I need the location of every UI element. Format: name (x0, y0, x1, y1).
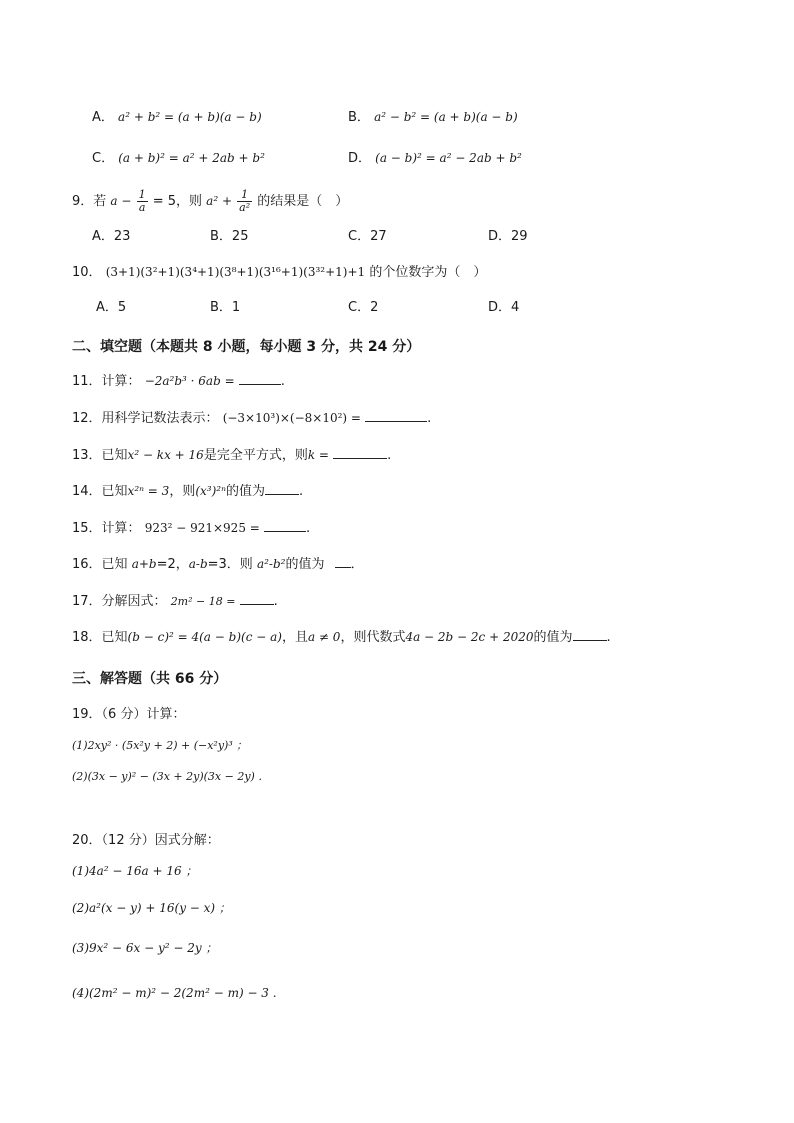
q16-eq2: =3．则 (207, 557, 253, 572)
q10-prefix: 10． (72, 265, 102, 280)
q16-eq1: =2， (156, 557, 189, 572)
q10-option-c: C．2 (348, 300, 379, 315)
section-3-heading: 三、解答题（共 66 分） (72, 671, 228, 687)
q16-prefix: 16．已知 (72, 557, 128, 572)
q9-option-b: B．25 (210, 229, 249, 244)
q10-option-a: A．5 (96, 300, 127, 315)
q18-expr: (b − c)² = 4(a − b)(c − a) (127, 630, 282, 644)
option-expr: (a − b)² = a² − 2ab + b² (375, 151, 522, 165)
period: ． (350, 557, 364, 572)
q19-title: 19．（6 分）计算： (72, 707, 186, 722)
q18-mid2: ，则代数式 (340, 630, 406, 645)
q9-expr: a² + (206, 194, 233, 208)
q18-prefix: 18．已知 (72, 630, 128, 645)
q14 (72, 482, 303, 501)
q14-mid: ，则 (169, 484, 196, 499)
period: . (298, 484, 304, 499)
q10-suffix: 的个位数字为（ ） (369, 265, 487, 280)
q8-option-c (92, 149, 265, 168)
q12-expr: (−3×10³)×(−8×10²) = (222, 411, 361, 425)
q9-suffix: 的结果是（ ） (257, 194, 349, 209)
q11-prefix: 11．计算： (72, 374, 141, 389)
q8-option-d (348, 149, 522, 168)
q13-var: k = (307, 448, 329, 462)
q16-expr1: a+b (131, 557, 157, 571)
period: . (427, 411, 432, 426)
q13-expr: x² − kx + 16 (127, 448, 204, 462)
q14-prefix: 14．已知 (72, 484, 128, 499)
q9-cond-eq: = 5，则 (152, 194, 203, 209)
q12-prefix: 12．用科学记数法表示： (72, 411, 219, 426)
q15-prefix: 15．计算： (72, 521, 141, 536)
q16-expr2: a-b (188, 557, 208, 571)
period: . (305, 521, 311, 536)
q17 (72, 592, 278, 611)
q15-expr: 923² − 921×925 = (144, 521, 260, 535)
q9-cond: a − (110, 194, 132, 208)
q14-expr: x²ⁿ = 3 (127, 484, 170, 498)
option-label: C． (92, 151, 115, 166)
q19-part-1: (1)2xy² · (5x²y + 2) + (−x²y)³ ； (72, 739, 248, 752)
period: . (273, 594, 278, 609)
q10-option-d: D．4 (488, 300, 520, 315)
q11 (72, 372, 285, 391)
q8-option-b (348, 108, 518, 127)
q9-option-a: A．23 (92, 229, 131, 244)
answer-blank[interactable] (265, 482, 299, 495)
q20-title: 20．（12 分）因式分解： (72, 833, 220, 848)
q18-suffix: 的值为 (533, 630, 573, 645)
q16-expr3: a²-b² (256, 557, 286, 571)
q17-expr: 2m² − 18 = (170, 595, 236, 608)
q20-part-1: (1)4a² − 16a + 16 ； (72, 864, 198, 878)
q13 (72, 446, 391, 465)
q12 (72, 409, 431, 428)
q16-suffix: 的值为 (285, 557, 325, 572)
q20-part-2: (2)a²(x − y) + 16(y − x) ； (72, 901, 231, 915)
option-expr: a² − b² = (a + b)(a − b) (374, 110, 518, 124)
answer-blank[interactable] (264, 519, 306, 532)
q9-fraction-1: $\frac{1}{a}$ (138, 188, 146, 214)
q14-expr2: (x³)²ⁿ (195, 484, 226, 498)
q20-part-4: (4)(2m² − m)² − 2(2m² − m) − 3 . (72, 986, 277, 1000)
q11-expr: −2a²b³ · 6ab = (144, 374, 235, 388)
q18-expr2: 4a − 2b − 2c + 2020 (405, 630, 534, 644)
q19-part-2: (2)(3x − y)² − (3x + 2y)(3x − 2y) ． (72, 770, 270, 783)
option-expr: a² + b² = (a + b)(a − b) (118, 110, 262, 124)
answer-blank[interactable] (573, 628, 607, 641)
period: . (606, 630, 611, 645)
option-label: B． (348, 110, 370, 125)
option-expr: (a + b)² = a² + 2ab + b² (118, 151, 265, 165)
answer-blank[interactable] (240, 592, 274, 605)
period: . (280, 374, 285, 389)
q18-cond: a ≠ 0 (307, 630, 341, 644)
option-label: A． (92, 110, 114, 125)
q9-prefix: 9．若 (72, 194, 107, 209)
q18-mid: ，且 (281, 630, 308, 645)
q18 (72, 628, 611, 647)
q20-part-3: (3)9x² − 6x − y² − 2y ； (72, 941, 218, 955)
answer-blank[interactable] (239, 372, 281, 385)
q16 (72, 555, 364, 574)
q13-mid: 是完全平方式，则 (203, 448, 308, 463)
q10-expr: (3+1)(3²+1)(3⁴+1)(3⁸+1)(3¹⁶+1)(3³²+1)+1 (105, 265, 366, 279)
answer-blank[interactable] (365, 409, 427, 422)
period: . (387, 448, 392, 463)
q9-option-d: D．29 (488, 229, 528, 244)
section-2-heading: 二、填空题（本题共 8 小题，每小题 3 分，共 24 分） (72, 339, 421, 355)
answer-blank[interactable] (335, 555, 351, 568)
q17-prefix: 17．分解因式： (72, 594, 167, 609)
q8-option-a (92, 108, 262, 127)
q9-fraction-2: $\frac{1}{\text{a²}}$ (239, 188, 251, 214)
q10-stem (72, 263, 486, 282)
q15 (72, 519, 310, 538)
q13-prefix: 13．已知 (72, 448, 128, 463)
option-label: D． (348, 151, 372, 166)
q9-stem (72, 188, 348, 215)
q9-option-c: C．27 (348, 229, 387, 244)
answer-blank[interactable] (333, 446, 387, 459)
q10-option-b: B．1 (210, 300, 241, 315)
q14-suffix: 的值为 (225, 484, 265, 499)
